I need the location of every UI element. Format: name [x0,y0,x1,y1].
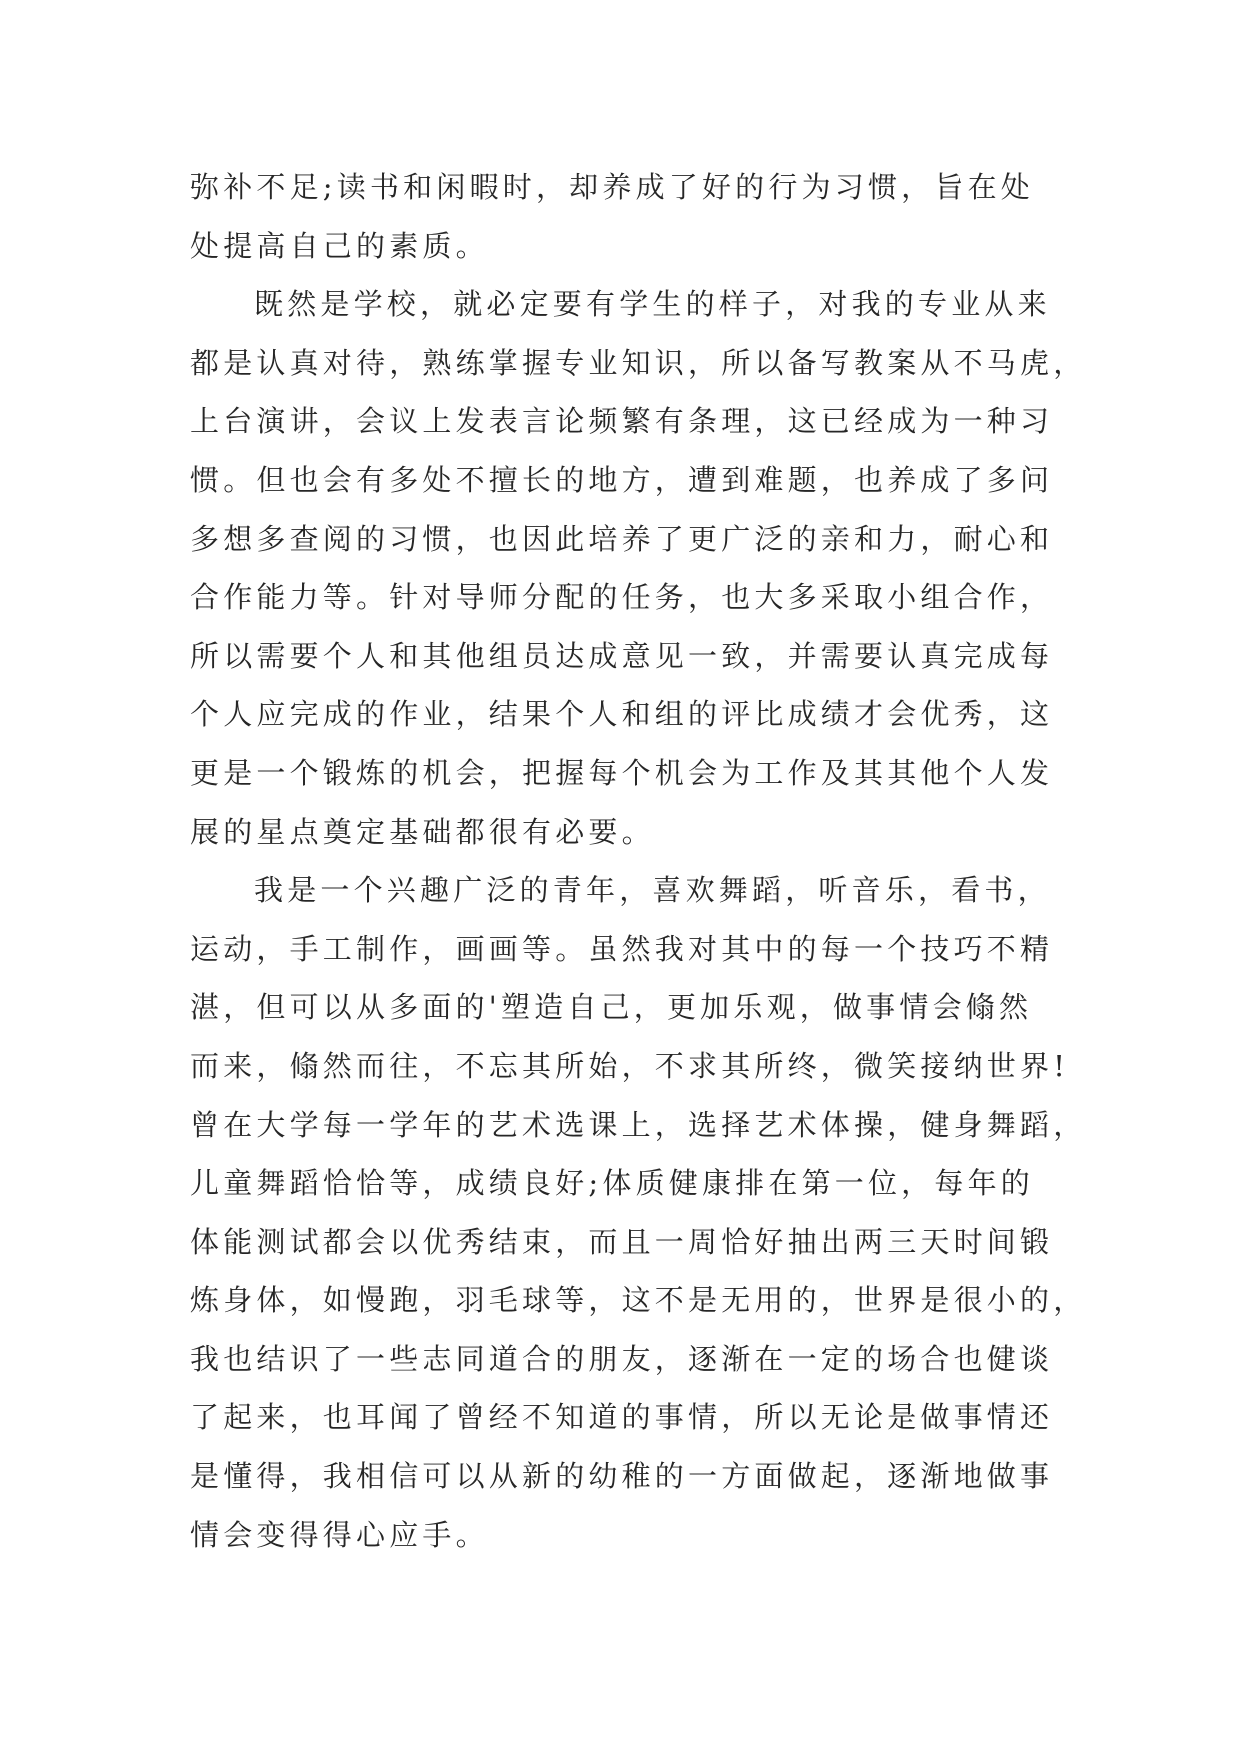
text-line: 了起来，也耳闻了曾经不知道的事情，所以无论是做事情还 [190,1400,1054,1435]
text-line: 个人应完成的作业，结果个人和组的评比成绩才会优秀，这 [190,697,1054,732]
text-line: 弥补不足;读书和闲暇时，却养成了好的行为习惯，旨在处 [190,170,1034,204]
text-line: 合作能力等。针对导师分配的任务，也大多采取小组合作， [190,580,1054,615]
text-line: 炼身体，如慢跑，羽毛球等，这不是无用的，世界是很小的， [190,1283,1087,1318]
text-line: 既然是学校，就必定要有学生的样子，对我的专业从来 [254,287,1051,322]
document-body [190,158,1087,1564]
paragraph [190,158,1070,275]
text-line: 运动，手工制作，画画等。虽然我对其中的每一个技巧不精 [190,931,1054,966]
text-line: 上台演讲，会议上发表言论频繁有条理，这已经成为一种习 [190,404,1054,439]
text-line: 情会变得得心应手。 [190,1517,489,1552]
text-line: 体能测试都会以优秀结束，而且一周恰好抽出两三天时间锻 [190,1224,1054,1259]
text-line: 展的星点奠定基础都很有必要。 [190,814,655,849]
text-line: 儿童舞蹈恰恰等，成绩良好;体质健康排在第一位，每年的 [190,1166,1034,1201]
text-line: 我是一个兴趣广泛的青年，喜欢舞蹈，听音乐，看书， [254,873,1051,908]
text-line: 更是一个锻炼的机会，把握每个机会为工作及其其他个人发 [190,755,1054,790]
text-line: 我也结识了一些志同道合的朋友，逐渐在一定的场合也健谈 [190,1341,1054,1376]
text-line: 惯。但也会有多处不擅长的地方，遭到难题，也养成了多问 [190,462,1054,497]
text-line: 处提高自己的素质。 [190,228,489,263]
paragraph [190,861,1087,1564]
text-line: 都是认真对待，熟练掌握专业知识，所以备写教案从不马虎， [190,345,1087,380]
text-line: 所以需要个人和其他组员达成意见一致，并需要认真完成每 [190,638,1054,673]
paragraph [190,275,1087,861]
text-line: 是懂得，我相信可以从新的幼稚的一方面做起，逐渐地做事 [190,1459,1054,1494]
text-line: 多想多查阅的习惯，也因此培养了更广泛的亲和力，耐心和 [190,521,1054,556]
text-line: 曾在大学每一学年的艺术选课上，选择艺术体操，健身舞蹈， [190,1107,1087,1142]
text-line: 而来，翛然而往，不忘其所始，不求其所终，微笑接纳世界! [190,1048,1070,1083]
text-line: 湛，但可以从多面的'塑造自己，更加乐观，做事情会翛然 [190,990,1033,1025]
